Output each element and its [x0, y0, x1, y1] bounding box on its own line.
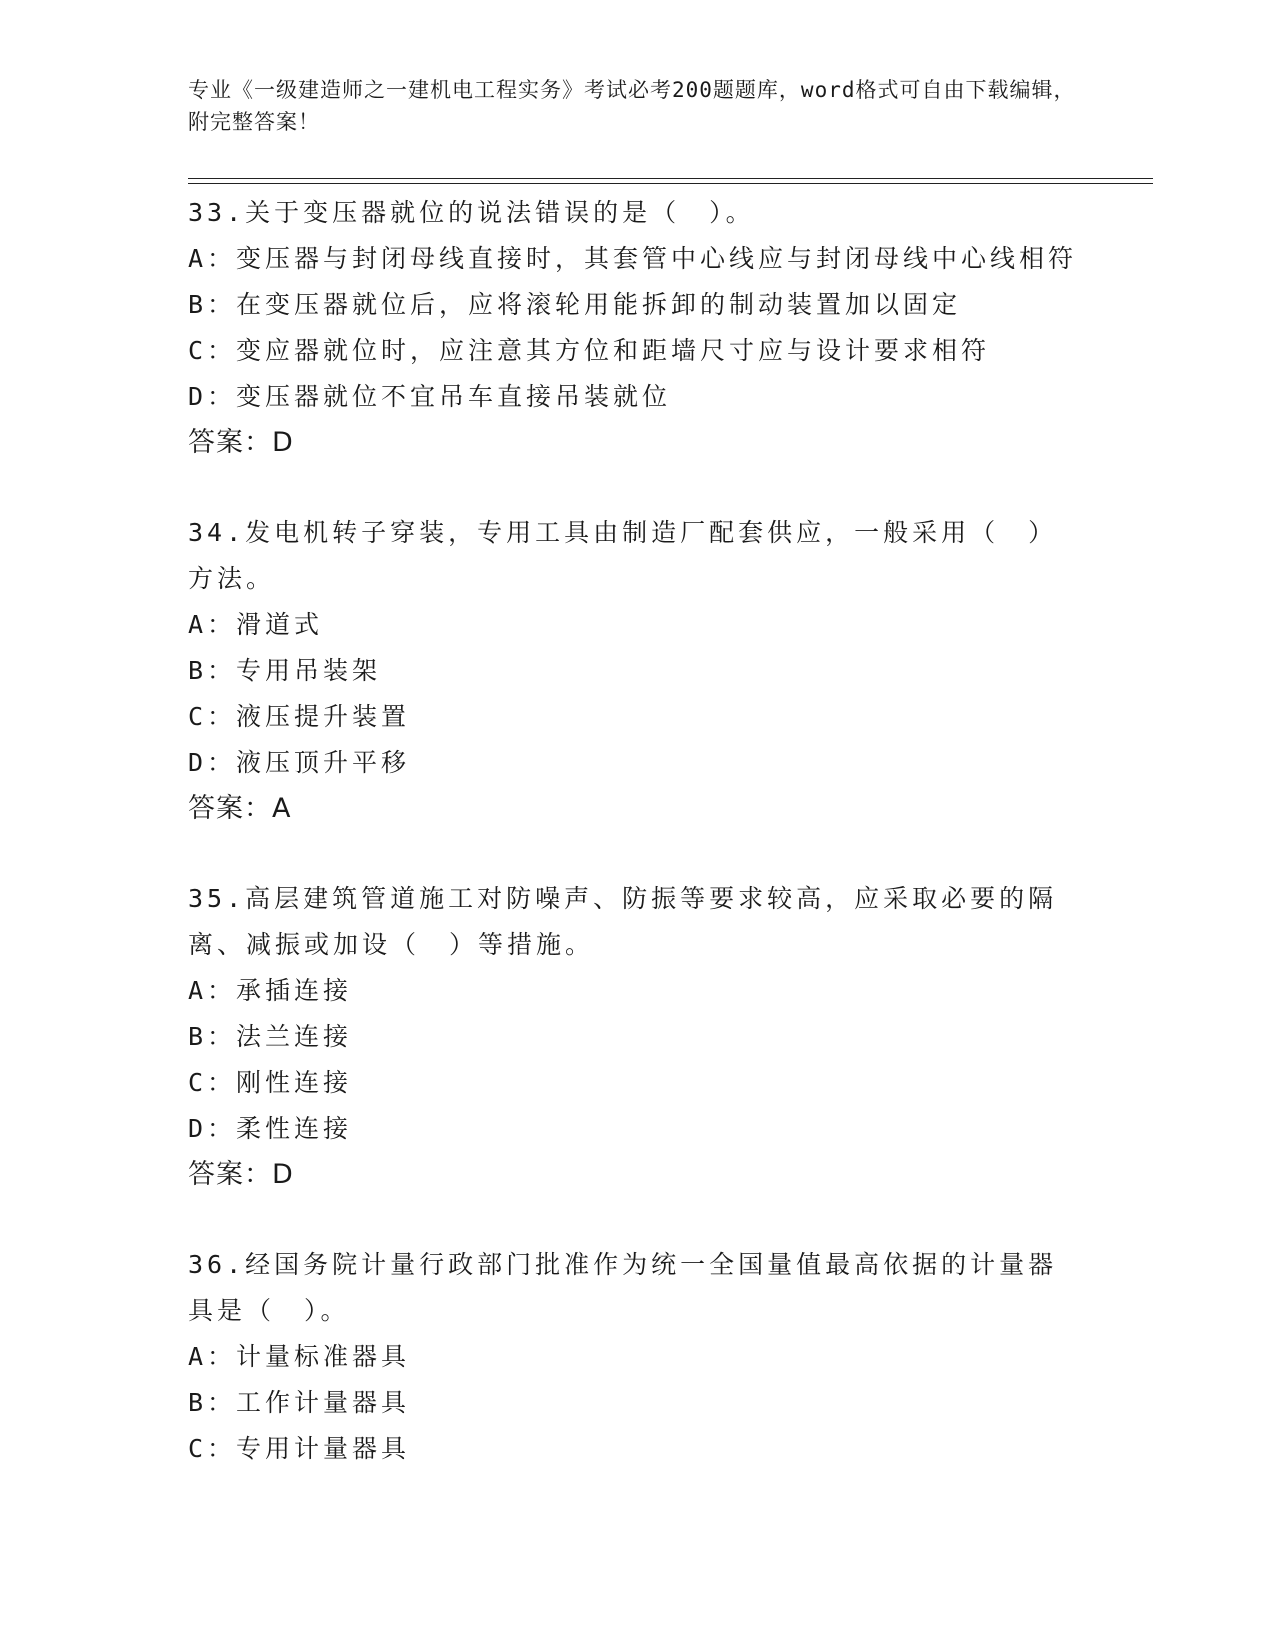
question-list: [188, 190, 1078, 1472]
question-stem: 36.经国务院计量行政部门批准作为统一全国量值最高依据的计量器具是（ ）。: [188, 1250, 1058, 1325]
question-spacer: [188, 832, 1078, 876]
option-a: A：滑道式: [188, 610, 324, 639]
option-a: A：计量标准器具: [188, 1342, 411, 1371]
option-b: B：工作计量器具: [188, 1388, 411, 1417]
question-35: [188, 876, 1078, 1198]
answer-line: 答案：A: [188, 793, 292, 824]
option-d: D：液压顶升平移: [188, 748, 411, 777]
option-c: C：专用计量器具: [188, 1434, 411, 1463]
option-d: D：柔性连接: [188, 1114, 353, 1143]
question-36: [188, 1242, 1078, 1472]
answer-line: 答案：D: [188, 427, 294, 458]
option-b: B：专用吊装架: [188, 656, 382, 685]
option-a: A：变压器与封闭母线直接时，其套管中心线应与封闭母线中心线相符: [188, 244, 1078, 273]
question-33: [188, 190, 1078, 466]
answer-line: 答案：D: [188, 1159, 294, 1190]
option-c: C：液压提升装置: [188, 702, 411, 731]
header-divider-line: [188, 178, 1153, 179]
option-b: B：法兰连接: [188, 1022, 353, 1051]
header-divider-line-secondary: [188, 183, 1153, 184]
question-spacer: [188, 1198, 1078, 1242]
question-stem: 33.关于变压器就位的说法错误的是（ ）。: [188, 198, 755, 227]
question-34: [188, 510, 1078, 832]
question-stem: 34.发电机转子穿装，专用工具由制造厂配套供应，一般采用（ ）方法。: [188, 518, 1058, 593]
option-c: C：刚性连接: [188, 1068, 353, 1097]
option-d: D：变压器就位不宜吊车直接吊装就位: [188, 382, 672, 411]
document-header: 专业《一级建造师之一建机电工程实务》考试必考200题题库，word格式可自由下载编辑，附完整答案！: [188, 78, 1076, 134]
option-b: B：在变压器就位后，应将滚轮用能拆卸的制动装置加以固定: [188, 290, 962, 319]
option-a: A：承插连接: [188, 976, 353, 1005]
question-stem: 35.高层建筑管道施工对防噪声、防振等要求较高，应采取必要的隔离、减振或加设（ ）等措施。: [188, 884, 1058, 959]
option-c: C：变应器就位时，应注意其方位和距墙尺寸应与设计要求相符: [188, 336, 991, 365]
question-spacer: [188, 466, 1078, 510]
